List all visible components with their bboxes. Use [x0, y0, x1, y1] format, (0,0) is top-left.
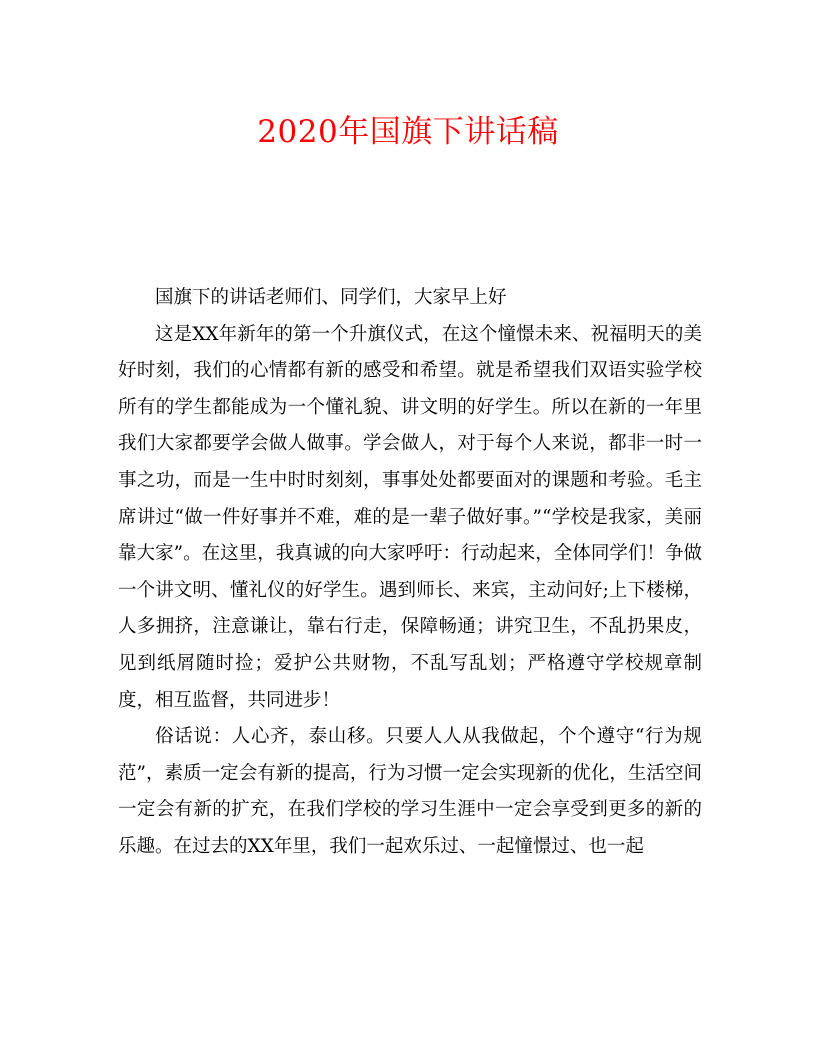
paragraph-new-year: 这是XX年新年的第一个升旗仪式，在这个憧憬未来、祝福明天的美好时刻，我们的心情都有新的感受和希望。就是希望我们双语实验学校所有的学生都能成为一个懂礼貌、讲文明的好学生。所以在新的一年里我们大家都要学会做人做事。学会做人，对于每个人来说，都非一时一事之功，而是一生中时时刻刻，事事处处都要面对的课题和考验。毛主席讲过“做一件好事并不难，难的是一辈子做好事。”“学校是我家，美丽靠大家”。在这里，我真诚的向大家呼吁：行动起来，全体同学们！争做一个讲文明、懂礼仪的好学生。遇到师长、来宾，主动问好;上下楼梯，人多拥挤，注意谦让，靠右行走，保障畅通；讲究卫生，不乱扔果皮，见到纸屑随时捡；爱护公共财物，不乱写乱划；严格遵守学校规章制度，相互监督，共同进步！ [118, 323, 702, 711]
paragraph-greeting: 国旗下的讲话老师们、同学们，大家早上好 [155, 287, 507, 308]
document-title: 2020年国旗下讲话稿 [257, 114, 559, 150]
document-body [118, 280, 702, 866]
paragraph-proverb: 俗话说：人心齐，泰山移。只要人人从我做起，个个遵守“行为规范”，素质一定会有新的提高，行为习惯一定会实现新的优化，生活空间一定会有新的扩充，在我们学校的学习生涯中一定会享受到更多的新的乐趣。在过去的XX年里，我们一起欢乐过、一起憧憬过、也一起 [118, 726, 702, 857]
